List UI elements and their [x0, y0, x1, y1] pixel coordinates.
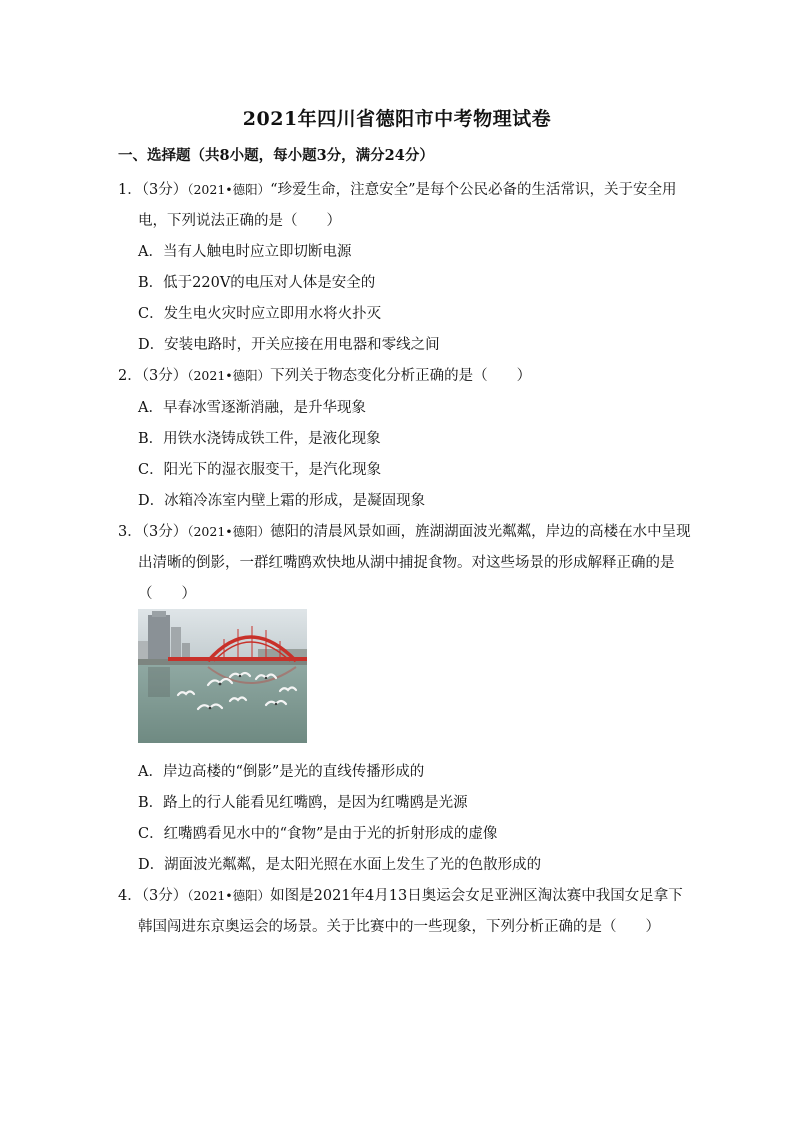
exam-title: 2021年四川省德阳市中考物理试卷 [242, 108, 552, 130]
question-score: （3分） [141, 888, 188, 904]
question-text: 如图是2021年4月13日奥运会女足亚洲区淘汰赛中我国女足拿下 [270, 888, 683, 904]
question-score: （3分） [141, 182, 188, 198]
question-4-line-1 [118, 884, 683, 905]
lake-bridge-photo [138, 609, 307, 743]
question-source: （2021•德阳） [187, 182, 271, 197]
question-3-line-2: 出清晰的倒影，一群红嘴鸥欢快地从湖中捕捉食物。对这些场景的形成解释正确的是 [138, 555, 675, 571]
question-2-option-c: C．阳光下的湿衣服变干，是汽化现象 [138, 462, 382, 478]
question-text: “珍爱生命，注意安全”是每个公民必备的生活常识，关于安全用 [270, 182, 677, 198]
question-score: （3分） [141, 368, 188, 384]
question-source: （2021•德阳） [187, 888, 271, 903]
question-number: 4． [118, 888, 142, 904]
question-1-option-a: A．当有人触电时应立即切断电源 [138, 244, 352, 260]
section-heading: 一、选择题（共8小题，每小题3分，满分24分） [118, 147, 434, 164]
question-source: （2021•德阳） [187, 368, 271, 383]
question-1-option-c: C．发生电火灾时应立即用水将火扑灭 [138, 306, 382, 322]
question-1-line-2: 电，下列说法正确的是（ ） [138, 213, 341, 229]
question-1-option-d: D．安装电路时，开关应接在用电器和零线之间 [138, 337, 440, 353]
question-number: 1． [118, 182, 142, 198]
question-score: （3分） [141, 524, 188, 540]
question-2-line-1 [118, 364, 531, 385]
question-number: 2． [118, 368, 142, 384]
question-2-option-d: D．冰箱冷冻室内壁上霜的形成，是凝固现象 [138, 493, 426, 509]
question-text: 下列关于物态变化分析正确的是（ ） [270, 368, 532, 384]
question-1-line-1 [118, 178, 676, 199]
question-3-option-d: D．湖面波光粼粼，是太阳光照在水面上发生了光的色散形成的 [138, 857, 542, 873]
question-2-option-b: B．用铁水浇铸成铁工件，是液化现象 [138, 431, 381, 447]
question-4-line-2: 韩国闯进东京奥运会的场景。关于比赛中的一些现象，下列分析正确的是（ ） [138, 919, 660, 935]
question-1-option-b: B．低于220V的电压对人体是安全的 [138, 275, 376, 291]
question-number: 3． [118, 524, 142, 540]
question-2-option-a: A．早春冰雪逐渐消融，是升华现象 [138, 400, 366, 416]
question-3-option-b: B．路上的行人能看见红嘴鸥，是因为红嘴鸥是光源 [138, 795, 468, 811]
question-source: （2021•德阳） [187, 524, 271, 539]
question-text: 德阳的清晨风景如画，旌湖湖面波光粼粼，岸边的高楼在水中呈现 [270, 524, 691, 540]
question-3-option-a: A．岸边高楼的“倒影”是光的直线传播形成的 [138, 764, 425, 780]
question-3-line-3: （ ） [138, 586, 196, 602]
question-3-line-1 [118, 520, 691, 541]
question-3-option-c: C．红嘴鸥看见水中的“食物”是由于光的折射形成的虚像 [138, 826, 498, 842]
